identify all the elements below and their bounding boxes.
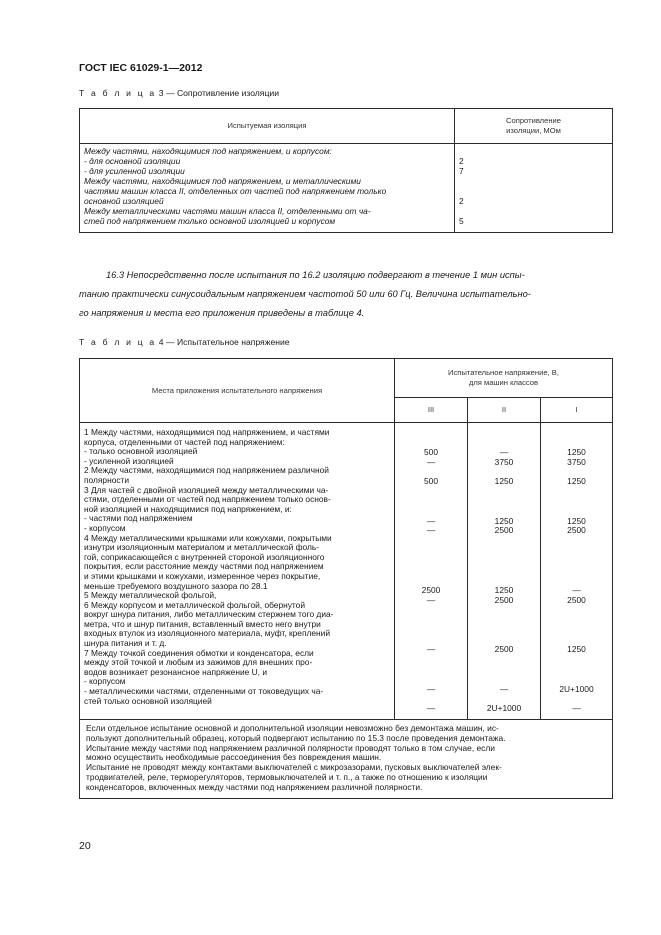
location-line: меньше требуемого воздушного зазора по 28.1 xyxy=(84,580,268,591)
value-blank xyxy=(397,546,465,556)
value-blank xyxy=(543,487,610,497)
location-line: и этими крышками и кожухами, измеренное через покрытие, xyxy=(84,570,321,581)
table4-body-row xyxy=(80,423,613,720)
class-iii-value: — xyxy=(426,683,436,694)
insulation-line: стей под напряжением только основной изоляцией и корпусом xyxy=(84,216,336,226)
value-blank xyxy=(470,615,538,625)
class-iii-value: — xyxy=(426,456,436,467)
table4-col1-header: Места приложения испытательного напряжения xyxy=(80,359,395,423)
table4-locations-cell xyxy=(80,423,395,720)
class-ii-value: 2500 xyxy=(494,525,514,536)
class-i-value: 2U+1000 xyxy=(559,683,594,694)
value-blank xyxy=(470,536,538,546)
location-line: 2 Между частями, находящимися под напряжением различной xyxy=(84,465,329,476)
class-ii-value: 1250 xyxy=(494,476,514,487)
class-iii-value: — xyxy=(426,525,436,536)
insulation-line: - для усиленной изоляции xyxy=(84,166,185,176)
class-i-value: 2500 xyxy=(567,525,586,536)
class-ii-header: II xyxy=(468,398,541,423)
insulation-line: Между частями, находящимися под напряжением, и корпусом: xyxy=(84,146,332,156)
insulation-line: основной изоляцией xyxy=(84,196,164,206)
value-blank xyxy=(543,566,610,576)
class-iii-value: — xyxy=(426,515,436,526)
table3-caption xyxy=(79,88,279,98)
value-blank xyxy=(543,605,610,615)
note-line: можно осуществить необходимые рассоединения без повреждения машин. xyxy=(86,752,382,763)
table3-col2-header-line1: Сопротивление xyxy=(506,116,561,125)
table4-group-header-line1: Испытательное напряжение, В, xyxy=(448,368,559,377)
location-line: полярности xyxy=(84,474,130,485)
class-i-header: I xyxy=(541,398,613,423)
location-line: - только основной изоляцией xyxy=(84,446,198,457)
location-line: ной изоляцией и находящимися под напряжением, и: xyxy=(84,503,292,514)
value-blank xyxy=(543,546,610,556)
paragraph-line-1: 16.3 Непосредственно после испытания по 16.2 изоляцию подвергают в течение 1 мин испы- xyxy=(106,270,525,280)
value-blank xyxy=(543,665,610,675)
value-blank xyxy=(543,625,610,635)
resistance-value: 7 xyxy=(459,166,464,176)
class-i-value: — xyxy=(572,703,581,714)
value-blank xyxy=(397,566,465,576)
resistance-blank xyxy=(459,146,608,156)
value-blank xyxy=(397,655,465,665)
value-blank xyxy=(543,536,610,546)
table4-caption-prefix: Т а б л и ц а xyxy=(79,337,157,347)
class-ii-value: 2500 xyxy=(494,644,514,655)
class-ii-value: — xyxy=(499,683,509,694)
value-blank xyxy=(470,665,538,675)
location-line: изнутри изоляционным материалом и металлической фоль- xyxy=(84,542,320,553)
location-line: - корпусом xyxy=(84,676,126,687)
value-blank xyxy=(397,665,465,675)
location-line: 3 Для частей с двойной изоляцией между металлическими ча- xyxy=(84,484,329,495)
table3-resistance-cell xyxy=(455,144,613,233)
value-blank xyxy=(397,556,465,566)
location-line: покрытия, если расстояние между частями под напряжением xyxy=(84,561,324,572)
note-line: тродвигателей, реле, терморегуляторов, термовыключателей и т. п., а также по отношению к изоляции xyxy=(86,771,488,782)
note-line: конденсаторов, включенных между частями под напряжением различной полярности. xyxy=(86,781,423,792)
insulation-line: - для основной изоляции xyxy=(84,156,181,166)
class-ii-value: 2500 xyxy=(494,594,514,605)
location-line: вокруг шнура питания, либо металлическим стержнем того диа- xyxy=(84,609,334,620)
value-blank xyxy=(397,497,465,507)
location-line: входных втулок из изоляционного материала, муфт, креплений xyxy=(84,628,331,639)
note-line: Испытание между частями под напряжением различной полярности проводят только в том случае, если xyxy=(86,742,495,753)
location-line: - корпусом xyxy=(84,522,126,533)
table4-class-iii-cell xyxy=(395,423,468,720)
note-line: Если отдельное испытание основной и дополнительной изоляции невозможно без демонтажа машин, ис- xyxy=(86,722,499,733)
value-blank xyxy=(543,428,610,438)
class-iii-value: — xyxy=(426,703,436,714)
document-header: ГОСТ IEC 61029-1—2012 xyxy=(79,62,203,74)
location-line: водов возникает резонансное напряжение U, и xyxy=(84,666,268,677)
table4-caption xyxy=(79,337,290,347)
class-i-value: 1250 xyxy=(567,447,586,457)
value-blank xyxy=(543,497,610,507)
class-iii-value: — xyxy=(426,644,436,655)
table4-group-header xyxy=(395,359,613,398)
resistance-value: 5 xyxy=(459,216,464,226)
class-iii-header: III xyxy=(395,398,468,423)
table4-note-cell xyxy=(80,719,613,798)
class-i-value: 1250 xyxy=(567,515,586,526)
value-blank xyxy=(397,428,465,438)
paragraph-line-2: танию практически синусоидальным напряжением частотой 50 или 60 Гц. Величина испытательно- xyxy=(79,289,531,299)
clause-16-3-paragraph xyxy=(79,266,613,323)
value-blank xyxy=(543,655,610,665)
class-i-value: 2500 xyxy=(567,594,586,605)
value-blank xyxy=(470,487,538,497)
location-line: 1 Между частями, находящимися под напряжением, и частями xyxy=(84,427,330,437)
location-line: между этой точкой и любым из зажимов для внешних про- xyxy=(84,657,313,668)
class-iii-value: 500 xyxy=(424,476,438,487)
table4-note-row xyxy=(80,719,613,798)
location-line: - металлическими частями, отделенными от токоведущих ча- xyxy=(84,686,324,697)
resistance-blank xyxy=(459,176,608,186)
value-blank xyxy=(470,556,538,566)
class-ii-value: 2U+1000 xyxy=(486,703,522,714)
class-i-value: 1250 xyxy=(567,476,586,487)
location-line: стями, отделенными от частей под напряжением только основ- xyxy=(84,494,331,505)
table4-header-row-1 xyxy=(80,359,613,398)
table4-group-header-line2: для машин классов xyxy=(468,378,539,387)
table3-col1-header: Испытуемая изоляция xyxy=(80,109,455,144)
value-blank xyxy=(470,497,538,507)
table3-body-row xyxy=(80,144,613,233)
resistance-blank xyxy=(459,206,608,216)
table4-caption-title: 4 — Испытательное напряжение xyxy=(156,337,290,347)
class-ii-value: 1250 xyxy=(494,584,514,595)
class-i-value: 1250 xyxy=(567,644,586,655)
value-blank xyxy=(470,605,538,615)
location-line: метра, что и шнур питания, вставленный вместо него внутри xyxy=(84,618,321,629)
location-line: гой, соприкасающейся с внутренней стороной изоляционного xyxy=(84,551,325,562)
table4-class-i-cell xyxy=(541,423,613,720)
insulation-line: Между частями, находящимися под напряжением, и металлическими xyxy=(84,176,361,186)
location-line: - частями под напряжением xyxy=(84,513,193,524)
note-line: пользуют дополнительный образец, который подвергают испытанию по 15.3 после проведения демонтажа. xyxy=(86,732,506,743)
class-iii-value: 2500 xyxy=(421,584,441,595)
location-line: - усиленной изоляцией xyxy=(84,455,174,466)
value-blank xyxy=(470,566,538,576)
class-ii-value: 3750 xyxy=(494,456,514,467)
location-line: 7 Между точкой соединения обмотки и конденсатора, если xyxy=(84,647,314,658)
value-blank xyxy=(397,615,465,625)
value-blank xyxy=(397,625,465,635)
paragraph-line-3: го напряжения и места его приложения приведены в таблице 4. xyxy=(79,308,365,318)
location-line: шнура питания и т. д. xyxy=(84,638,167,649)
class-ii-value: 1250 xyxy=(494,515,514,526)
class-i-value: 3750 xyxy=(567,456,586,467)
insulation-line: частями машин класса II, отделенных от частей под напряжением только xyxy=(84,186,387,196)
resistance-blank xyxy=(459,186,608,196)
value-blank xyxy=(397,487,465,497)
value-blank xyxy=(470,655,538,665)
value-blank xyxy=(470,625,538,635)
value-blank xyxy=(397,605,465,615)
value-blank xyxy=(543,556,610,566)
value-blank xyxy=(470,546,538,556)
class-iii-value: 500 xyxy=(424,447,438,457)
test-voltage-table xyxy=(79,358,613,799)
location-line: стей только основной изоляцией xyxy=(84,695,212,706)
table3-col2-header xyxy=(455,109,613,144)
table3-caption-title: 3 — Сопротивление изоляции xyxy=(156,88,279,98)
location-line: 5 Между металлической фольгой, xyxy=(84,590,217,601)
location-line: 4 Между металлическими крышками или кожухами, покрытыми xyxy=(84,532,332,543)
resistance-value: 2 xyxy=(459,156,464,166)
value-blank xyxy=(397,536,465,546)
insulation-resistance-table xyxy=(79,108,613,233)
table3-caption-prefix: Т а б л и ц а xyxy=(79,88,157,98)
table3-header-row xyxy=(80,109,613,144)
value-blank xyxy=(470,428,538,438)
table3-insulation-cell xyxy=(80,144,455,233)
table4-class-ii-cell xyxy=(468,423,541,720)
note-line: Испытание не проводят между контактами выключателей с микрозазорами, пусковых выключателей элек- xyxy=(86,762,502,773)
table3-col2-header-line2: изоляции, МОм xyxy=(506,126,561,135)
value-blank xyxy=(543,615,610,625)
resistance-value: 2 xyxy=(459,196,464,206)
class-ii-value: — xyxy=(499,447,509,457)
page-number: 20 xyxy=(79,840,91,852)
location-line: 6 Между корпусом и металлической фольгой, обернутой xyxy=(84,599,306,610)
insulation-line: Между металлическими частями машин класса II, отделенными от ча- xyxy=(84,206,371,216)
class-iii-value: — xyxy=(426,594,436,605)
class-i-value: — xyxy=(572,584,581,595)
location-line: корпуса, отделенными от частей под напряжением: xyxy=(84,436,285,447)
